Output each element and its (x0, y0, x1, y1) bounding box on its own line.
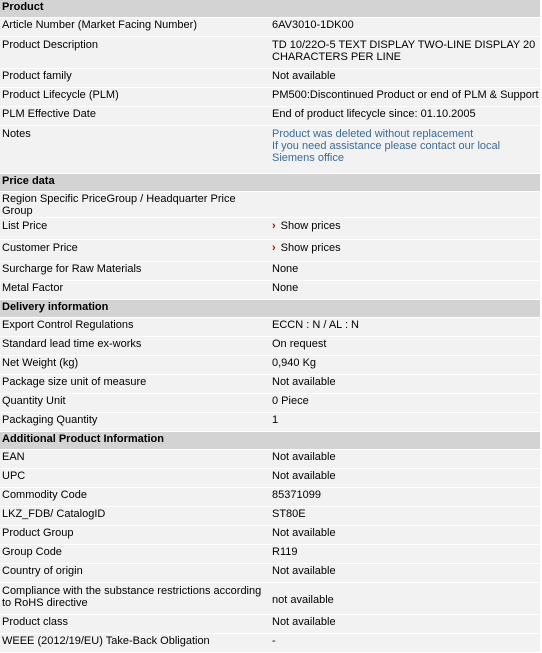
row-notes (0, 126, 540, 174)
row-label: Product family (0, 69, 268, 88)
row-label: LKZ_FDB/ CatalogID (0, 507, 268, 526)
row-label: Product Lifecycle (PLM) (0, 88, 268, 107)
section-header-delivery (0, 300, 540, 318)
section-header-additional-info (0, 432, 540, 450)
row-value: Not available (268, 375, 540, 394)
row-value: 85371099 (268, 488, 540, 507)
row-value: On request (268, 337, 540, 356)
row-surcharge (0, 262, 540, 281)
row-catalog-id (0, 507, 540, 526)
row-ean (0, 450, 540, 469)
row-value: - (268, 634, 540, 653)
row-value: End of product lifecycle since: 01.10.2005 (268, 107, 540, 126)
link-label: Show prices (280, 220, 341, 232)
row-value: None (268, 281, 540, 300)
section-title: Delivery information (0, 300, 540, 318)
row-value: TD 10/22O-5 TEXT DISPLAY TWO-LINE DISPLAY 20 CHARACTERS PER LINE (268, 37, 540, 69)
row-product-lifecycle (0, 88, 540, 107)
row-label: Product Description (0, 37, 268, 69)
row-value: R119 (268, 545, 540, 564)
show-list-prices-link[interactable] (268, 218, 540, 240)
row-label: Country of origin (0, 564, 268, 583)
row-product-family (0, 69, 540, 88)
row-country-of-origin (0, 564, 540, 583)
row-value: 0 Piece (268, 394, 540, 413)
section-title: Price data (0, 174, 540, 192)
row-metal-factor (0, 281, 540, 300)
row-product-group (0, 526, 540, 545)
row-label: WEEE (2012/19/EU) Take-Back Obligation (0, 634, 268, 653)
row-value: ECCN : N / AL : N (268, 318, 540, 337)
row-value: Not available (268, 564, 540, 583)
row-label: Surcharge for Raw Materials (0, 262, 268, 281)
row-group-code (0, 545, 540, 564)
row-value: not available (268, 583, 540, 615)
section-title: Product (0, 0, 540, 18)
row-label: Quantity Unit (0, 394, 268, 413)
row-label: Net Weight (kg) (0, 356, 268, 375)
row-quantity-unit (0, 394, 540, 413)
row-label: Standard lead time ex-works (0, 337, 268, 356)
row-value: Not available (268, 615, 540, 634)
row-value: Not available (268, 69, 540, 88)
row-value: 0,940 Kg (268, 356, 540, 375)
link-label: Show prices (280, 242, 341, 254)
contact-siemens-link[interactable]: If you need assistance please contact our local Siemens office (272, 140, 501, 164)
row-label: UPC (0, 469, 268, 488)
row-label: Customer Price (0, 240, 268, 262)
row-value: 1 (268, 413, 540, 432)
row-list-price (0, 218, 540, 240)
row-label: Compliance with the substance restrictions according to RoHS directive (0, 583, 268, 615)
row-product-description (0, 37, 540, 69)
section-header-product (0, 0, 540, 18)
row-label: EAN (0, 450, 268, 469)
row-export-control (0, 318, 540, 337)
row-customer-price (0, 240, 540, 262)
chevron-right-icon: › (272, 242, 276, 254)
note-deleted-link[interactable]: Product was deleted without replacement (272, 128, 474, 140)
row-label: Packaging Quantity (0, 413, 268, 432)
row-net-weight (0, 356, 540, 375)
row-packaging-quantity (0, 413, 540, 432)
show-customer-prices-link[interactable] (268, 240, 540, 262)
section-title: Additional Product Information (0, 432, 540, 450)
row-label: Package size unit of measure (0, 375, 268, 394)
row-value (268, 192, 540, 218)
row-label: List Price (0, 218, 268, 240)
row-value (268, 126, 540, 174)
row-commodity-code (0, 488, 540, 507)
row-lead-time (0, 337, 540, 356)
row-article-number (0, 18, 540, 37)
row-label: Export Control Regulations (0, 318, 268, 337)
row-value: Not available (268, 526, 540, 545)
row-value: ST80E (268, 507, 540, 526)
row-label: Commodity Code (0, 488, 268, 507)
row-plm-effective-date (0, 107, 540, 126)
row-label: Product Group (0, 526, 268, 545)
row-rohs-compliance (0, 583, 540, 615)
row-region-price-group (0, 192, 540, 218)
row-value: PM500:Discontinued Product or end of PLM & Support (268, 88, 540, 107)
row-value: 6AV3010-1DK00 (268, 18, 540, 37)
row-label: Notes (0, 126, 268, 174)
row-package-size (0, 375, 540, 394)
row-weee (0, 634, 540, 653)
row-label: Region Specific PriceGroup / Headquarter Price Group (0, 192, 268, 218)
row-value: Not available (268, 469, 540, 488)
row-value: Not available (268, 450, 540, 469)
row-product-class (0, 615, 540, 634)
row-label: Article Number (Market Facing Number) (0, 18, 268, 37)
row-label: PLM Effective Date (0, 107, 268, 126)
row-value: None (268, 262, 540, 281)
chevron-right-icon: › (272, 220, 276, 232)
section-header-price-data (0, 174, 540, 192)
row-label: Metal Factor (0, 281, 268, 300)
row-label: Product class (0, 615, 268, 634)
row-label: Group Code (0, 545, 268, 564)
row-upc (0, 469, 540, 488)
